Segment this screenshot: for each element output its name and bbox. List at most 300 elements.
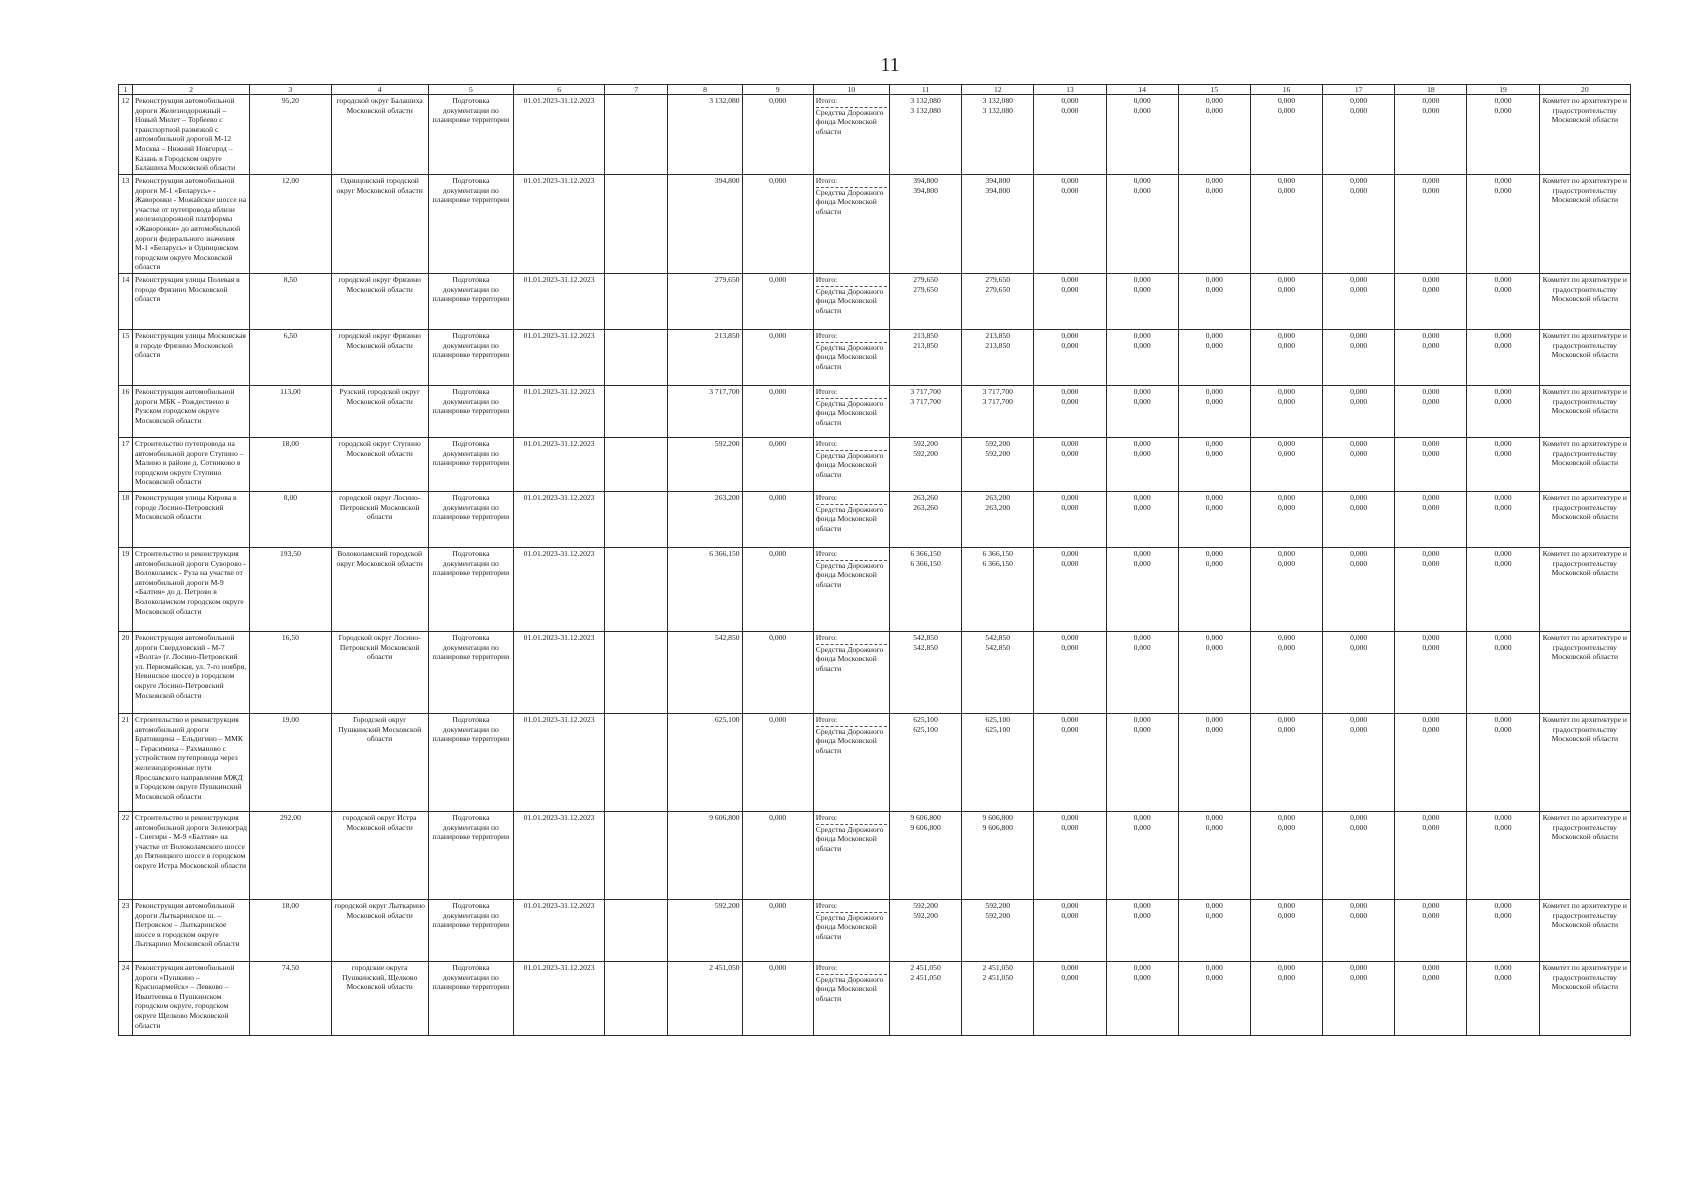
amount-cell	[1034, 631, 1106, 713]
total-amount: 0,000	[1205, 492, 1223, 502]
source-amount: 0,000	[1205, 910, 1223, 920]
total-amount: 0,000	[1205, 274, 1223, 284]
row-number-cell: 13	[119, 175, 133, 274]
source-amount: 0,000	[1133, 284, 1151, 294]
source-amount: 0,000	[1061, 558, 1079, 568]
total-amount: 0,000	[1422, 330, 1440, 340]
source-amount: 0,000	[1350, 284, 1368, 294]
source-amount: 0,000	[1061, 910, 1079, 920]
amount-cell	[962, 175, 1034, 274]
amount-cell	[1178, 811, 1250, 899]
amount-cell	[1250, 329, 1322, 385]
amount-cell	[1395, 437, 1467, 491]
source-amount: 0,000	[1422, 822, 1440, 832]
total-amount: 0,000	[1422, 714, 1440, 724]
source-amount: 0,000	[1277, 910, 1296, 920]
district-cell: городской округ Фрязино Московской области	[331, 329, 428, 385]
source-amount: 0,000	[1061, 822, 1079, 832]
funding-source-cell	[813, 811, 889, 899]
cost-cell: 9 606,800	[668, 811, 742, 899]
funding-source-cell	[813, 329, 889, 385]
total-amount: 0,000	[1061, 632, 1079, 642]
total-amount: 0,000	[1494, 632, 1512, 642]
total-amount: 263,260	[913, 492, 938, 502]
table-row	[119, 273, 1631, 329]
amount-cell	[1467, 631, 1539, 713]
column-number-header: 18	[1395, 85, 1467, 95]
source-amount: 0,000	[1422, 185, 1440, 195]
column-number-header: 16	[1250, 85, 1322, 95]
source-amount: 2 451,050	[982, 972, 1013, 982]
total-amount: 0,000	[1350, 962, 1368, 972]
source-amount: 3 717,700	[982, 396, 1013, 406]
district-cell: городской округ Лосино-Петровский Московской области	[331, 491, 428, 547]
total-amount: 0,000	[1494, 176, 1512, 185]
amount-cell	[962, 811, 1034, 899]
customer-cell: Комитет по архитектуре и градостроительству Московской области	[1539, 329, 1630, 385]
stage-cell: Подготовка документации по планировке территории	[428, 273, 513, 329]
total-amount: 0,000	[1277, 714, 1296, 724]
column-9-cell: 0,000	[742, 95, 813, 175]
period-cell: 01.01.2023-31.12.2023	[514, 385, 605, 437]
length-cell: 18,00	[250, 437, 331, 491]
total-amount: 213,850	[913, 330, 938, 340]
column-number-header: 15	[1178, 85, 1250, 95]
row-number-cell: 14	[119, 273, 133, 329]
total-amount: 0,000	[1422, 386, 1440, 396]
funding-source-cell	[813, 437, 889, 491]
total-amount: 279,650	[985, 274, 1011, 284]
total-amount: 0,000	[1494, 812, 1512, 822]
funding-source-cell	[813, 491, 889, 547]
source-amount: 0,000	[1061, 972, 1079, 982]
total-amount: 213,850	[985, 330, 1011, 340]
total-amount: 0,000	[1205, 962, 1223, 972]
total-amount: 0,000	[1350, 330, 1368, 340]
source-amount: 0,000	[1422, 558, 1440, 568]
amount-cell	[1178, 385, 1250, 437]
total-amount: 0,000	[1277, 438, 1296, 448]
customer-cell: Комитет по архитектуре и градостроительству Московской области	[1539, 437, 1630, 491]
total-amount: 0,000	[1494, 492, 1512, 502]
source-amount: 0,000	[1205, 972, 1223, 982]
table-row	[119, 713, 1631, 811]
total-amount: 394,800	[913, 176, 938, 185]
source-amount: 0,000	[1494, 448, 1512, 458]
total-amount: 0,000	[1350, 632, 1368, 642]
column-number-header: 6	[514, 85, 605, 95]
cost-cell: 2 451,050	[668, 961, 742, 1035]
total-label: Итого:	[815, 812, 838, 822]
total-amount: 0,000	[1205, 632, 1223, 642]
source-amount: 0,000	[1277, 396, 1296, 406]
amount-cell	[1178, 273, 1250, 329]
column-number-header: 4	[331, 85, 428, 95]
column-9-cell: 0,000	[742, 437, 813, 491]
amount-cell	[889, 547, 961, 631]
total-amount: 0,000	[1205, 812, 1223, 822]
amount-cell	[1467, 491, 1539, 547]
amount-cell	[1250, 899, 1322, 961]
total-label: Итого:	[815, 714, 838, 724]
amount-cell	[1106, 273, 1178, 329]
table-row	[119, 547, 1631, 631]
amount-cell	[1395, 899, 1467, 961]
object-name-cell: Реконструкция автомобильной дороги М-1 «Беларусь» - Жаворонки - Можайское шоссе на участке от путепровода вблизи железнодорожной платформы «Жаворонки» до автомобильной дороги федерального значения М-1 «Беларусь» в Одинцовском городском округе Московской области	[133, 175, 250, 274]
column-9-cell: 0,000	[742, 491, 813, 547]
length-cell: 193,50	[250, 547, 331, 631]
object-name-cell: Строительство и реконструкция автомобильной дороги Зеленоград - Снегири - М-9 «Балтия» на участке от Волоколамского шоссе до Пятницкого шоссе в городском округе Истра Московской области	[133, 811, 250, 899]
amount-cell	[889, 899, 961, 961]
source-amount: 625,100	[913, 724, 938, 734]
source-amount: 0,000	[1205, 642, 1223, 652]
customer-cell: Комитет по архитектуре и градостроительству Московской области	[1539, 175, 1630, 274]
total-amount: 592,200	[985, 900, 1011, 910]
amount-cell	[962, 491, 1034, 547]
source-amount: 6 366,150	[910, 558, 941, 568]
column-9-cell: 0,000	[742, 631, 813, 713]
source-amount: 0,000	[1061, 448, 1079, 458]
source-amount: 0,000	[1205, 502, 1223, 512]
table-row	[119, 95, 1631, 175]
object-name-cell: Строительство и реконструкция автомобильной дороги Братовщина – Ельдигино – ММК – Герасимиха – Рахманово с устройством путепровода через железнодорожные пути Ярославского направления МЖД в Городском округе Пушкинский Московской области	[133, 713, 250, 811]
funding-source-cell	[813, 631, 889, 713]
total-label: Итого:	[815, 386, 838, 396]
amount-cell	[1034, 961, 1106, 1035]
amount-cell	[1178, 437, 1250, 491]
column-7-cell	[605, 491, 668, 547]
period-cell: 01.01.2023-31.12.2023	[514, 95, 605, 175]
total-label: Итого:	[815, 632, 838, 642]
total-amount: 0,000	[1133, 176, 1151, 185]
source-amount: 0,000	[1494, 185, 1512, 195]
stage-cell: Подготовка документации по планировке территории	[428, 437, 513, 491]
amount-cell	[889, 437, 961, 491]
length-cell: 18,00	[250, 899, 331, 961]
column-number-header: 11	[889, 85, 961, 95]
source-amount: 0,000	[1422, 910, 1440, 920]
table-row	[119, 385, 1631, 437]
total-amount: 592,200	[985, 438, 1011, 448]
amount-cell	[1395, 811, 1467, 899]
period-cell: 01.01.2023-31.12.2023	[514, 631, 605, 713]
source-amount: 625,100	[985, 724, 1011, 734]
stage-cell: Подготовка документации по планировке территории	[428, 175, 513, 274]
total-amount: 0,000	[1494, 714, 1512, 724]
source-amount: 0,000	[1205, 558, 1223, 568]
total-amount: 0,000	[1422, 900, 1440, 910]
period-cell: 01.01.2023-31.12.2023	[514, 273, 605, 329]
amount-cell	[889, 175, 961, 274]
district-cell: Городской округ Лосино-Петровский Московской области	[331, 631, 428, 713]
column-number-header: 13	[1034, 85, 1106, 95]
object-name-cell: Реконструкция улицы Московская в городе Фрязино Московской области	[133, 329, 250, 385]
customer-cell: Комитет по архитектуре и градостроительству Московской области	[1539, 811, 1630, 899]
amount-cell	[962, 547, 1034, 631]
total-label: Итого:	[815, 900, 838, 910]
amount-cell	[1106, 713, 1178, 811]
source-label: Средства Дорожного фонда Московской области	[816, 187, 887, 217]
source-amount: 3 132,080	[982, 105, 1013, 115]
total-amount: 279,650	[913, 274, 938, 284]
total-amount: 0,000	[1494, 962, 1512, 972]
amount-cell	[1323, 385, 1395, 437]
source-amount: 0,000	[1133, 340, 1151, 350]
amount-cell	[1034, 175, 1106, 274]
source-amount: 0,000	[1494, 340, 1512, 350]
total-amount: 0,000	[1350, 96, 1368, 105]
amount-cell	[1178, 491, 1250, 547]
customer-cell: Комитет по архитектуре и градостроительству Московской области	[1539, 713, 1630, 811]
total-amount: 592,200	[913, 900, 938, 910]
total-amount: 0,000	[1133, 330, 1151, 340]
amount-cell	[1467, 95, 1539, 175]
total-amount: 0,000	[1350, 900, 1368, 910]
source-amount: 0,000	[1205, 448, 1223, 458]
source-amount: 0,000	[1350, 822, 1368, 832]
source-amount: 0,000	[1133, 822, 1151, 832]
total-amount: 0,000	[1205, 176, 1223, 185]
object-name-cell: Реконструкция автомобильной дороги МБК - Рождествено в Рузском городском округе Московской области	[133, 385, 250, 437]
period-cell: 01.01.2023-31.12.2023	[514, 175, 605, 274]
total-amount: 0,000	[1494, 96, 1512, 105]
total-amount: 0,000	[1277, 176, 1296, 185]
source-amount: 0,000	[1494, 972, 1512, 982]
source-amount: 0,000	[1205, 105, 1223, 115]
table-row	[119, 961, 1631, 1035]
object-name-cell: Реконструкция автомобильной дороги Свердловский - М-7 «Волга» (г. Лосино-Петровский ул. Первомайская, ул. 7-го ноября, Невинское шоссе) в городском округе Лосино-Петровский Московской области	[133, 631, 250, 713]
source-label: Средства Дорожного фонда Московской области	[816, 286, 887, 316]
total-amount: 0,000	[1277, 386, 1296, 396]
source-amount: 0,000	[1133, 642, 1151, 652]
funding-source-cell	[813, 713, 889, 811]
source-amount: 0,000	[1133, 724, 1151, 734]
column-number-row	[119, 85, 1631, 95]
object-name-cell: Реконструкция улицы Кирова в городе Лосино-Петровский Московской области	[133, 491, 250, 547]
amount-cell	[1467, 961, 1539, 1035]
amount-cell	[1323, 437, 1395, 491]
source-amount: 0,000	[1494, 396, 1512, 406]
total-amount: 0,000	[1350, 812, 1368, 822]
total-amount: 0,000	[1205, 900, 1223, 910]
total-amount: 0,000	[1133, 548, 1151, 558]
total-amount: 0,000	[1422, 962, 1440, 972]
source-label: Средства Дорожного фонда Московской области	[816, 560, 887, 590]
amount-cell	[962, 437, 1034, 491]
source-amount: 542,850	[913, 642, 938, 652]
period-cell: 01.01.2023-31.12.2023	[514, 329, 605, 385]
total-amount: 0,000	[1277, 548, 1296, 558]
total-amount: 0,000	[1494, 900, 1512, 910]
column-7-cell	[605, 95, 668, 175]
financing-table	[118, 84, 1631, 1036]
object-name-cell: Строительство путепровода на автомобильной дороге Ступино – Малино в районе д. Сотниково в городском округе Ступино Московской области	[133, 437, 250, 491]
row-number-cell: 23	[119, 899, 133, 961]
column-number-header: 9	[742, 85, 813, 95]
amount-cell	[1467, 329, 1539, 385]
source-amount: 263,260	[913, 502, 938, 512]
source-label: Средства Дорожного фонда Московской области	[816, 912, 887, 942]
amount-cell	[1395, 961, 1467, 1035]
total-amount: 0,000	[1205, 714, 1223, 724]
object-name-cell: Реконструкция автомобильной дороги Лыткаринское ш. – Петровское – Лыткаринское шоссе в городском округе Лыткарино Московской области	[133, 899, 250, 961]
amount-cell	[1250, 273, 1322, 329]
amount-cell	[1395, 385, 1467, 437]
row-number-cell: 12	[119, 95, 133, 175]
column-9-cell: 0,000	[742, 385, 813, 437]
source-amount: 0,000	[1494, 105, 1512, 115]
column-7-cell	[605, 329, 668, 385]
column-7-cell	[605, 385, 668, 437]
amount-cell	[1467, 547, 1539, 631]
total-amount: 0,000	[1061, 714, 1079, 724]
total-amount: 0,000	[1133, 492, 1151, 502]
total-amount: 0,000	[1494, 386, 1512, 396]
source-amount: 0,000	[1277, 284, 1296, 294]
amount-cell	[1250, 713, 1322, 811]
total-amount: 0,000	[1494, 438, 1512, 448]
row-number-cell: 19	[119, 547, 133, 631]
column-number-header: 1	[119, 85, 133, 95]
source-amount: 0,000	[1133, 558, 1151, 568]
source-amount: 0,000	[1350, 724, 1368, 734]
funding-source-cell	[813, 961, 889, 1035]
cost-cell: 592,200	[668, 437, 742, 491]
customer-cell: Комитет по архитектуре и градостроительству Московской области	[1539, 631, 1630, 713]
table-row	[119, 811, 1631, 899]
table-row	[119, 329, 1631, 385]
total-amount: 0,000	[1277, 96, 1296, 105]
district-cell: городской округ Фрязино Московской области	[331, 273, 428, 329]
total-label: Итого:	[815, 176, 838, 185]
source-amount: 0,000	[1277, 185, 1296, 195]
total-label: Итого:	[815, 438, 838, 448]
source-amount: 0,000	[1133, 396, 1151, 406]
amount-cell	[1250, 385, 1322, 437]
source-label: Средства Дорожного фонда Московской области	[816, 644, 887, 674]
row-number-cell: 21	[119, 713, 133, 811]
customer-cell: Комитет по архитектуре и градостроительству Московской области	[1539, 491, 1630, 547]
source-label: Средства Дорожного фонда Московской области	[816, 450, 887, 480]
cost-cell: 263,200	[668, 491, 742, 547]
period-cell: 01.01.2023-31.12.2023	[514, 811, 605, 899]
source-amount: 0,000	[1350, 448, 1368, 458]
source-amount: 0,000	[1494, 642, 1512, 652]
amount-cell	[1106, 491, 1178, 547]
district-cell: Одинцовский городской округ Московской области	[331, 175, 428, 274]
total-amount: 625,100	[985, 714, 1011, 724]
customer-cell: Комитет по архитектуре и градостроительству Московской области	[1539, 547, 1630, 631]
cost-cell: 213,850	[668, 329, 742, 385]
total-amount: 0,000	[1350, 176, 1368, 185]
row-number-cell: 15	[119, 329, 133, 385]
amount-cell	[1034, 713, 1106, 811]
cost-cell: 592,200	[668, 899, 742, 961]
column-7-cell	[605, 811, 668, 899]
column-number-header: 5	[428, 85, 513, 95]
customer-cell: Комитет по архитектуре и градостроительству Московской области	[1539, 961, 1630, 1035]
source-amount: 0,000	[1422, 972, 1440, 982]
source-amount: 0,000	[1422, 284, 1440, 294]
total-amount: 0,000	[1133, 96, 1151, 105]
amount-cell	[1395, 491, 1467, 547]
table-row	[119, 631, 1631, 713]
column-number-header: 20	[1539, 85, 1630, 95]
source-amount: 542,850	[985, 642, 1011, 652]
source-amount: 9 606,800	[910, 822, 941, 832]
total-amount: 0,000	[1277, 632, 1296, 642]
customer-cell: Комитет по архитектуре и градостроительству Московской области	[1539, 95, 1630, 175]
column-9-cell: 0,000	[742, 713, 813, 811]
length-cell: 12,00	[250, 175, 331, 274]
total-amount: 0,000	[1494, 330, 1512, 340]
total-amount: 6 366,150	[982, 548, 1013, 558]
amount-cell	[1034, 811, 1106, 899]
amount-cell	[1106, 437, 1178, 491]
source-amount: 0,000	[1350, 340, 1368, 350]
period-cell: 01.01.2023-31.12.2023	[514, 961, 605, 1035]
amount-cell	[1395, 175, 1467, 274]
source-amount: 0,000	[1277, 502, 1296, 512]
period-cell: 01.01.2023-31.12.2023	[514, 437, 605, 491]
total-amount: 0,000	[1350, 274, 1368, 284]
amount-cell	[1467, 899, 1539, 961]
amount-cell	[1034, 899, 1106, 961]
amount-cell	[1250, 95, 1322, 175]
amount-cell	[1106, 811, 1178, 899]
column-9-cell: 0,000	[742, 273, 813, 329]
total-amount: 0,000	[1350, 714, 1368, 724]
total-amount: 0,000	[1133, 714, 1151, 724]
total-amount: 0,000	[1133, 632, 1151, 642]
total-amount: 0,000	[1061, 386, 1079, 396]
stage-cell: Подготовка документации по планировке территории	[428, 95, 513, 175]
source-amount: 0,000	[1422, 642, 1440, 652]
row-number-cell: 17	[119, 437, 133, 491]
length-cell: 8,00	[250, 491, 331, 547]
amount-cell	[1106, 961, 1178, 1035]
total-amount: 0,000	[1061, 330, 1079, 340]
amount-cell	[1467, 437, 1539, 491]
amount-cell	[1034, 273, 1106, 329]
total-amount: 0,000	[1350, 548, 1368, 558]
amount-cell	[1250, 175, 1322, 274]
source-amount: 6 366,150	[982, 558, 1013, 568]
amount-cell	[1178, 95, 1250, 175]
source-amount: 0,000	[1494, 724, 1512, 734]
column-9-cell: 0,000	[742, 811, 813, 899]
amount-cell	[889, 95, 961, 175]
source-amount: 0,000	[1277, 724, 1296, 734]
source-amount: 0,000	[1205, 396, 1223, 406]
total-amount: 0,000	[1133, 386, 1151, 396]
amount-cell	[1106, 175, 1178, 274]
total-amount: 0,000	[1277, 962, 1296, 972]
total-amount: 0,000	[1205, 330, 1223, 340]
source-amount: 0,000	[1277, 448, 1296, 458]
row-number-cell: 24	[119, 961, 133, 1035]
amount-cell	[1106, 547, 1178, 631]
cost-cell: 542,850	[668, 631, 742, 713]
total-amount: 0,000	[1422, 632, 1440, 642]
total-label: Итого:	[815, 962, 838, 972]
stage-cell: Подготовка документации по планировке территории	[428, 899, 513, 961]
total-amount: 0,000	[1061, 962, 1079, 972]
total-amount: 2 451,050	[982, 962, 1013, 972]
total-amount: 3 132,080	[910, 96, 941, 105]
amount-cell	[1323, 631, 1395, 713]
amount-cell	[1323, 713, 1395, 811]
